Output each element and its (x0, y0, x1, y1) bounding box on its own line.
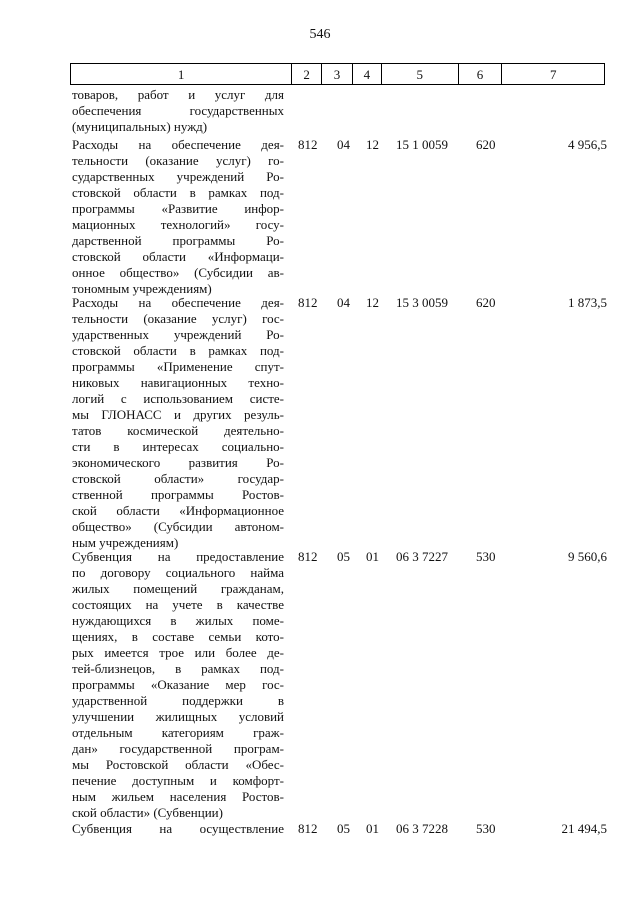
description-line: программы «Развитие инфор- (72, 201, 284, 216)
description-line: отдельным категориям граж- (72, 725, 284, 740)
description-line: онное общество» (Субсидии ав- (72, 265, 284, 280)
description-line: рых имеется трое или более де- (72, 645, 284, 660)
expense-type-code: 620 (476, 137, 496, 152)
section-code: 04 (337, 295, 350, 310)
table-header (70, 63, 605, 85)
description-line: татов космической деятельно- (72, 423, 284, 438)
subsection-code: 01 (366, 821, 379, 836)
row-description (72, 295, 284, 551)
description-line: жилых помещений гражданам, (72, 581, 284, 596)
description-line: стовской области» государ- (72, 471, 284, 486)
description-line: сударственных учреждений Ро- (72, 169, 284, 184)
target-article-code: 06 3 7227 (396, 549, 448, 564)
description-line: Расходы на обеспечение дея- (72, 137, 284, 152)
subsection-code: 01 (366, 549, 379, 564)
admin-code: 812 (298, 295, 318, 310)
target-article-code: 15 3 0059 (396, 295, 448, 310)
header-col-type: 6 (458, 64, 502, 84)
row-description (72, 137, 284, 297)
admin-code: 812 (298, 821, 318, 836)
header-col-admin: 2 (291, 64, 321, 84)
description-line: программы «Оказание мер гос- (72, 677, 284, 692)
section-code: 05 (337, 549, 350, 564)
admin-code: 812 (298, 137, 318, 152)
section-code: 05 (337, 821, 350, 836)
description-line: тей-близнецов, в рамках под- (72, 661, 284, 676)
description-line: стовской области в рамках под- (72, 185, 284, 200)
header-col-description: 1 (177, 66, 185, 82)
subsection-code: 12 (366, 137, 379, 152)
amount: 4 956,5 (568, 137, 607, 152)
description-line: состоящих на учете в качестве (72, 597, 284, 612)
description-line: никовых навигационных техно- (72, 375, 284, 390)
row-description (72, 821, 284, 837)
description-line: ударственной поддержки в (72, 693, 284, 708)
description-line: дарственной программы Ро- (72, 233, 284, 248)
target-article-code: 06 3 7228 (396, 821, 448, 836)
description-line: Субвенция на осуществление (72, 821, 284, 836)
description-line: обеспечения государственных (72, 103, 284, 118)
header-col-sum: 7 (501, 64, 604, 84)
description-line: Расходы на обеспечение дея- (72, 295, 284, 310)
description-line: печение доступным и комфорт- (72, 773, 284, 788)
description-line: Субвенция на предоставление (72, 549, 284, 564)
description-line: программы «Применение спут- (72, 359, 284, 374)
description-line: ственной программы Ростов- (72, 487, 284, 502)
subsection-code: 12 (366, 295, 379, 310)
description-line: мационных технологий» госу- (72, 217, 284, 232)
amount: 21 494,5 (561, 821, 607, 836)
amount: 1 873,5 (568, 295, 607, 310)
row-description (72, 87, 284, 135)
expense-type-code: 620 (476, 295, 496, 310)
description-line: ным жильем населения Ростов- (72, 789, 284, 804)
description-line: щениях, в составе семьи кото- (72, 629, 284, 644)
amount: 9 560,6 (568, 549, 607, 564)
description-line: мы Ростовской области «Обес- (72, 757, 284, 772)
description-line: экономического развития Ро- (72, 455, 284, 470)
description-line: тельности (оказание услуг) гос- (72, 311, 284, 326)
header-col-target: 5 (381, 64, 458, 84)
description-line: товаров, работ и услуг для (72, 87, 284, 102)
target-article-code: 15 1 0059 (396, 137, 448, 152)
description-line: нуждающихся в жилых поме- (72, 613, 284, 628)
description-line: по договору социального найма (72, 565, 284, 580)
section-code: 04 (337, 137, 350, 152)
description-line: улучшении жилищных условий (72, 709, 284, 724)
description-line: дан» государственной програм- (72, 741, 284, 756)
description-line: ным учреждениям) (72, 535, 179, 550)
description-line: тельности (оказание услуг) го- (72, 153, 284, 168)
description-line: ской области» (Субвенции) (72, 805, 223, 820)
page-number: 546 (309, 27, 331, 42)
description-line: ударственных учреждений Ро- (72, 327, 284, 342)
description-line: стовской области в рамках под- (72, 343, 284, 358)
header-col-subsection: 4 (352, 64, 381, 84)
description-line: сти в интересах социально- (72, 439, 284, 454)
description-line: (муниципальных) нужд) (72, 119, 208, 134)
admin-code: 812 (298, 549, 318, 564)
description-line: ской области «Информационное (72, 503, 284, 518)
description-line: тономным учреждениям) (72, 281, 212, 296)
description-line: логий с использованием систе- (72, 391, 284, 406)
description-line: мы ГЛОНАСС и других резуль- (72, 407, 284, 422)
expense-type-code: 530 (476, 549, 496, 564)
description-line: общество» (Субсидии автоном- (72, 519, 284, 534)
description-line: стовской области «Информаци- (72, 249, 284, 264)
header-col-section: 3 (321, 64, 352, 84)
expense-type-code: 530 (476, 821, 496, 836)
row-description (72, 549, 284, 821)
